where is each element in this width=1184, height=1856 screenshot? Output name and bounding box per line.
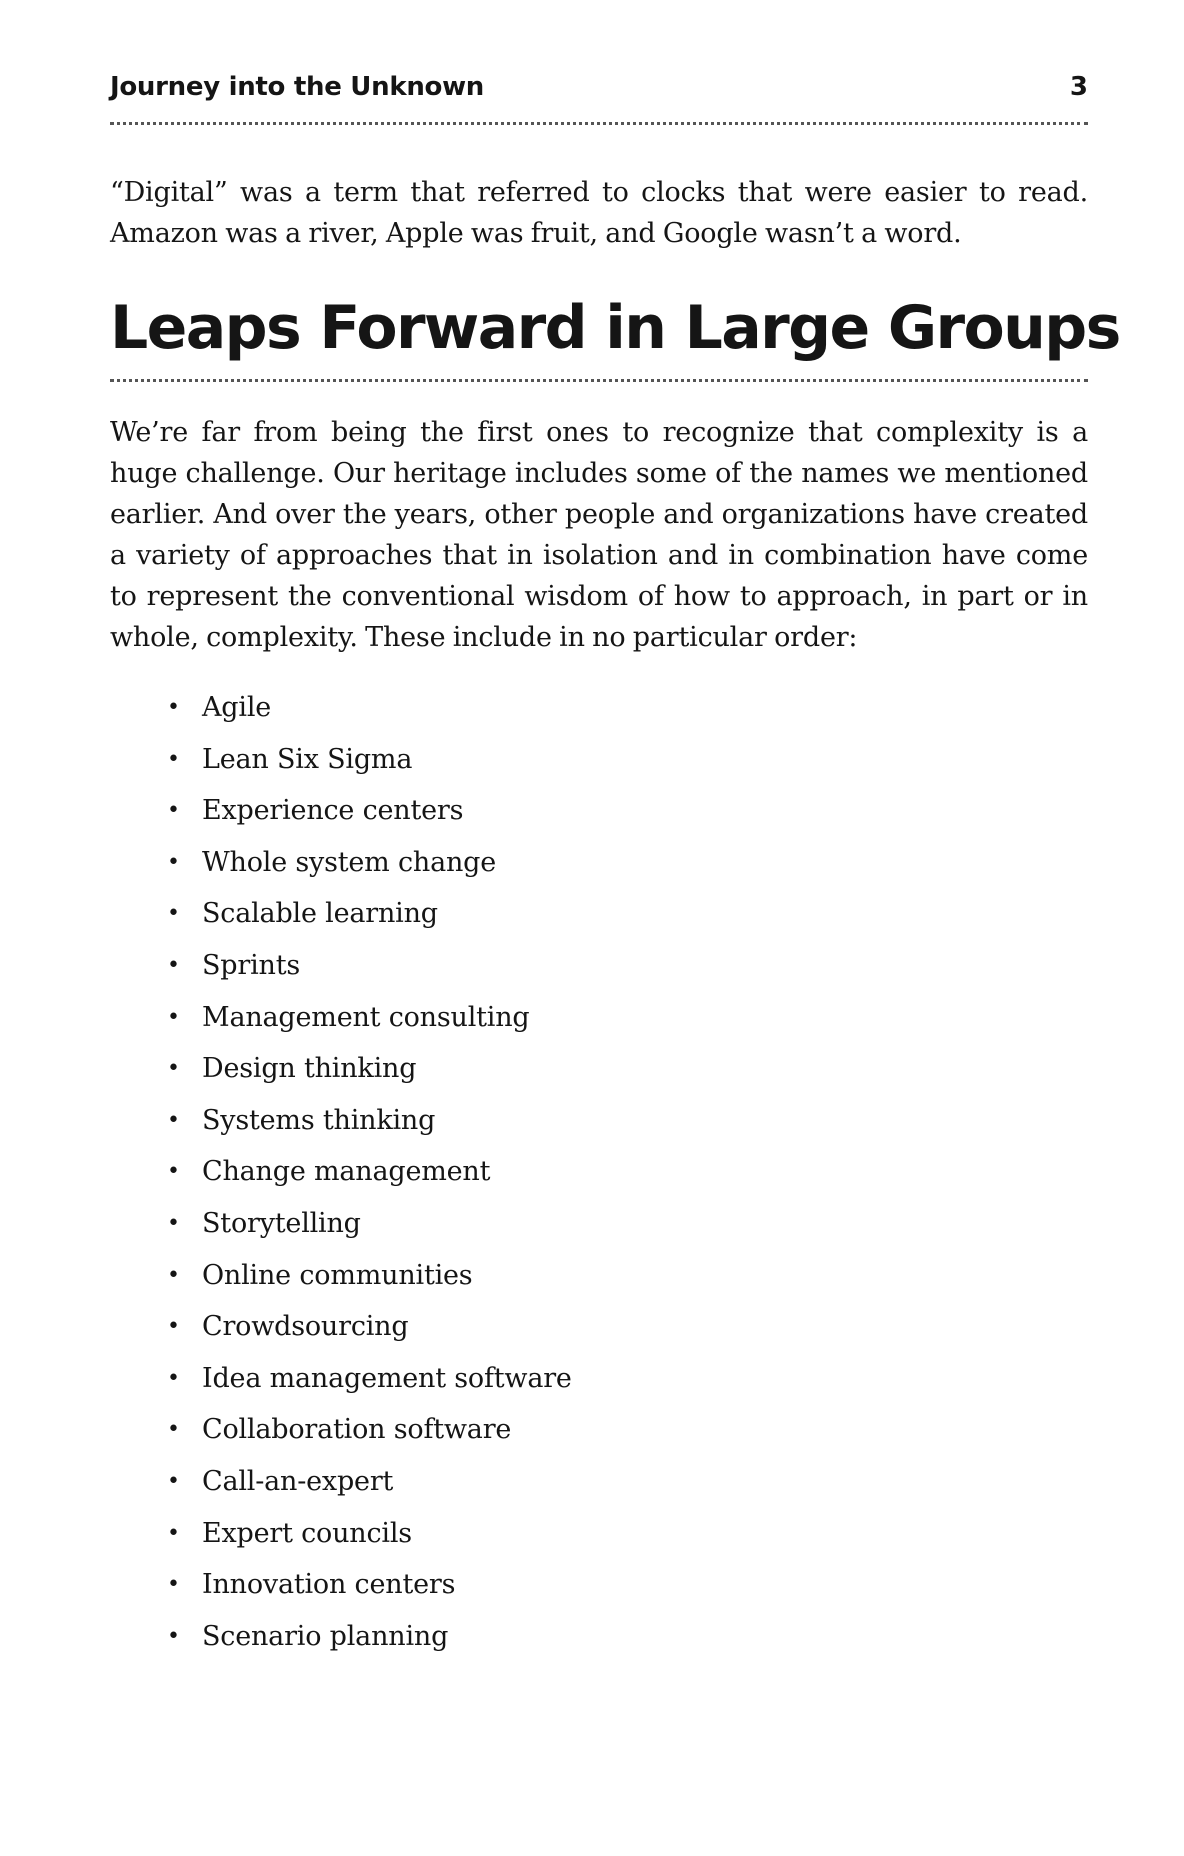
bullet-icon: •: [167, 1623, 180, 1649]
list-item-label: Agile: [202, 692, 272, 723]
bullet-icon: •: [167, 1159, 180, 1185]
running-head: [110, 74, 1088, 114]
bullet-icon: •: [167, 1107, 180, 1133]
header-dotted-rule: [110, 122, 1088, 125]
list-item-label: Innovation centers: [202, 1569, 456, 1601]
list-item-label: Call-an-expert: [202, 1465, 394, 1497]
bullet-icon: •: [167, 798, 180, 824]
list-item-label: Online communities: [202, 1259, 473, 1291]
bullet-icon: •: [167, 952, 180, 978]
bullet-icon: •: [167, 849, 180, 875]
bullet-icon: •: [167, 1004, 180, 1030]
bullet-icon: •: [167, 746, 180, 772]
bullet-icon: •: [167, 1365, 180, 1391]
bullet-icon: •: [167, 695, 180, 720]
list-item-label: Design thinking: [202, 1053, 417, 1085]
intro-paragraph: “Digital” was a term that referred to clocks that were easier to read. Amazon was a river, Apple was fruit, and Google wasn’t a word.: [110, 177, 1088, 249]
bullet-icon: •: [167, 1468, 180, 1494]
list-item-label: Whole system change: [202, 846, 497, 878]
bullet-icon: •: [167, 901, 180, 927]
bullet-icon: •: [167, 1210, 180, 1236]
list-item-label: Idea management software: [202, 1362, 572, 1394]
bullet-icon: •: [167, 1417, 180, 1443]
section-heading: Leaps Forward in Large Groups: [110, 293, 1120, 363]
list-item-label: Experience centers: [202, 795, 464, 827]
list-item-label: Sprints: [202, 949, 301, 981]
list-item-label: Management consulting: [202, 1001, 530, 1033]
list-item-label: Scalable learning: [202, 898, 438, 930]
heading-dotted-rule: [110, 379, 1088, 382]
list-item-label: Change management: [202, 1156, 491, 1188]
section-paragraph: We’re far from being the first ones to recognize that complexity is a huge challenge. Our heritage includes some of the names we mentioned earlier. And over the years, other people and organizations have created a variety of approaches that in isolation and in combination have come to represent the conventional wisdom of how to approach, in part or in whole, complexity. These include in no particular order:: [110, 417, 1088, 653]
list-item-label: Storytelling: [202, 1207, 361, 1239]
bullet-icon: •: [167, 1572, 180, 1598]
bullet-icon: •: [167, 1262, 180, 1288]
page-number: 3: [1069, 72, 1088, 102]
list-item-label: Expert councils: [202, 1517, 412, 1549]
list-item-label: Lean Six Sigma: [202, 743, 413, 775]
bullet-icon: •: [167, 1056, 180, 1082]
list-item-label: Scenario planning: [202, 1620, 449, 1652]
bullet-icon: •: [167, 1314, 180, 1340]
list-item-label: Collaboration software: [202, 1414, 512, 1446]
running-head-title: Journey into the Unknown: [110, 72, 485, 102]
list-item-label: Crowdsourcing: [202, 1311, 409, 1343]
list-item-label: Systems thinking: [202, 1104, 436, 1136]
bullet-icon: •: [167, 1520, 180, 1546]
